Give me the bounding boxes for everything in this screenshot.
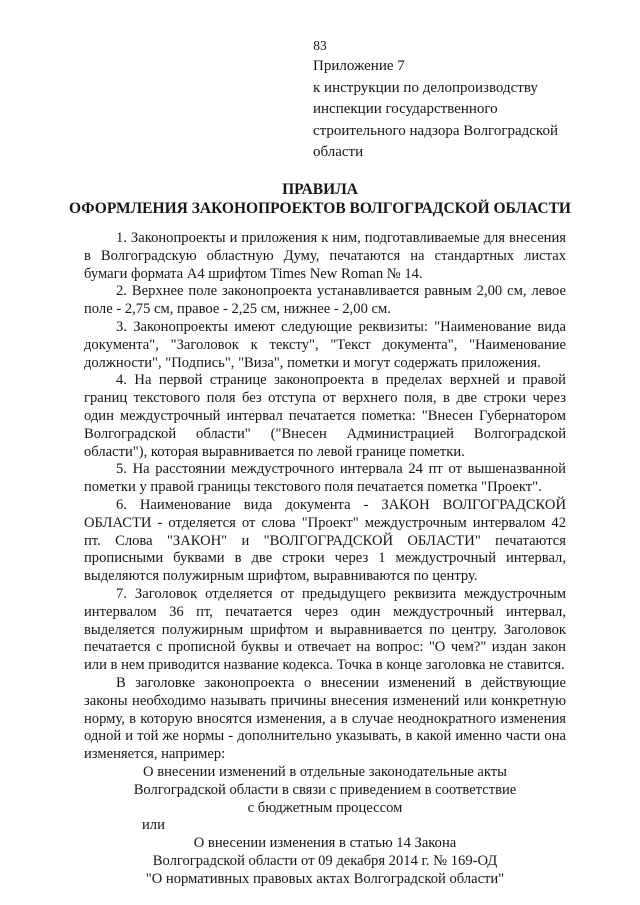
appendix-line: строительного надзора Волгоградской [313,122,558,139]
example-line: Волгоградской области от 09 декабря 2014 г. № 169-ОД [152,852,498,869]
paragraph-7: 7. Заголовок отделяется от предыдущего реквизита междустрочным интервалом 36 пт, печатается через один междустрочный интервал, выделяется полужирным шрифтом и выравнивается по центру. Заголовок печатается с прописной буквы и отвечает на вопрос: "О чем?" издан закон или в нем приводится название кодекса. Точка в конце заголовка не ставится. [84,585,566,674]
example-line: с бюджетным процессом [247,799,403,816]
title-line-1: ПРАВИЛА [282,181,358,198]
document-body [84,230,566,888]
paragraph-3: 3. Законопроекты имеют следующие реквизиты: "Наименование вида документа", "Заголовок к тексту", "Текст документа", "Наименование должности", "Подпись", "Виза", пометки и могут содержать приложения. [84,318,566,371]
or-word: или [142,817,165,834]
appendix-header [313,56,558,164]
example-line: "О нормативных правовых актах Волгоградской области" [145,870,505,887]
appendix-line: Приложение 7 [313,58,405,74]
paragraph-8: В заголовке законопроекта о внесении изменений в действующие законы необходимо называть причины внесения изменений или конкретную норму, в которую вносятся изменения, а в случае неоднократного изменения одной и той же нормы - дополнительно указывать, в какой именно части она изменяется, например: [84,674,566,763]
example-line: О внесении изменения в статью 14 Закона [193,835,457,852]
example-line: Волгоградской области в связи с приведением в соответствие [133,781,517,798]
paragraph-4: 4. На первой странице законопроекта в пределах верхней и правой границ текстового поля без отступа от верхнего поля, в две строки через один междустрочный интервал печатается пометка: "Внесен Губернатором Волгоградской области" ("Внесен Администрацией Волгоградской области"), которая выравнивается по левой границе пометки. [84,372,566,460]
example-title-2 [84,835,566,888]
title-line-2: ОФОРМЛЕНИЯ ЗАКОНОПРОЕКТОВ ВОЛГОГРАДСКОЙ ОБЛАСТИ [69,200,571,217]
document-title [0,180,640,218]
paragraph-1: 1. Законопроекты и приложения к ним, подготавливаемые для внесения в Волгоградскую областную Думу, печатаются на стандартных листах бумаги формата А4 шрифтом Times New Roman № 14. [84,230,566,282]
example-title-1 [84,764,566,817]
example-line: О внесении изменений в отдельные законодательные акты [143,763,507,780]
paragraph-5: 5. На расстоянии междустрочного интервала 24 пт от вышеназванной пометки у правой границы текстового поля печатается пометка "Проект". [84,461,566,496]
appendix-line: области [313,144,364,161]
page-number: 83 [313,38,327,53]
paragraph-2: 2. Верхнее поле законопроекта устанавливается равным 2,00 см, левое поле - 2,75 см, правое - 2,25 см, нижнее - 2,00 см. [84,283,566,318]
appendix-line: инспекции государственного [313,101,498,118]
paragraph-6: 6. Наименование вида документа - ЗАКОН ВОЛГОГРАДСКОЙ ОБЛАСТИ - отделяется от слова "Проект" междустрочным интервалом 42 пт. Слова "ЗАКОН" и "ВОЛГОГРАДСКОЙ ОБЛАСТИ" печатаются прописными буквами в две строки через 1 междустрочный интервал, выделяются полужирным шрифтом, выравниваются по центру. [84,496,566,585]
appendix-line: к инструкции по делопроизводству [313,79,538,96]
